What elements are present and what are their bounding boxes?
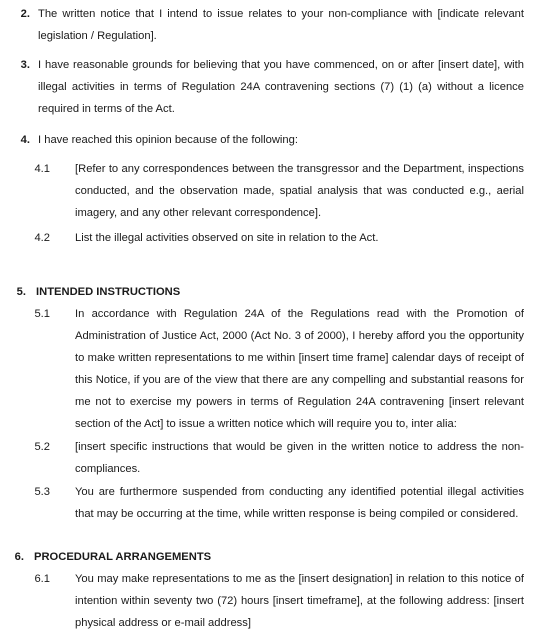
- section-title: PROCEDURAL ARRANGEMENTS: [34, 551, 212, 563]
- clause-text: You are furthermore suspended from conducting any identified potential illegal activities that may be occurring at the time, while written response is being compiled or considered.: [75, 486, 524, 520]
- clause-text: The written notice that I intend to issue relates to your non-compliance with [indicate relevant legislation / Regulation].: [38, 8, 524, 42]
- clause-number: 5.: [16, 286, 26, 298]
- clause-number: 4.1: [34, 163, 50, 175]
- clause-text: You may make representations to me as the [insert designation] in relation to this notice of intention within seventy two (72) hours [insert timeframe], at the following address: [insert physical address or e-mail address]: [75, 573, 524, 629]
- clause-text: [Refer to any correspondences between the transgressor and the Department, inspections conducted, and the observation made, spatial analysis that was conducted e.g., aerial imagery, and any other relevant correspondence].: [75, 163, 524, 219]
- clause-number: 3.: [20, 59, 30, 71]
- clause-number: 5.3: [34, 486, 50, 498]
- section-title: INTENDED INSTRUCTIONS: [36, 286, 181, 298]
- clause-text: In accordance with Regulation 24A of the Regulations read with the Promotion of Administration of Justice Act, 2000 (Act No. 3 of 2000), I hereby afford you the opportunity to make written representations to me within [insert time frame] calendar days of receipt of this Notice, if you are of the view that there are any compelling and substantial reasons for me not to exercise my powers in terms of Regulation 24A contravening [insert relevant section of the Act] to issue a written notice which will require you to, inter alia:: [75, 308, 524, 430]
- clause-number: 4.: [20, 134, 30, 146]
- clause-number: 6.: [14, 551, 24, 563]
- clause-text: I have reasonable grounds for believing that you have commenced, on or after [insert date], with illegal activities in terms of Regulation 24A contravening sections (7) (1) (a) without a licence required in terms of the Act.: [38, 59, 524, 115]
- clause-number: 2.: [20, 8, 30, 20]
- clause-text: [insert specific instructions that would be given in the written notice to address the non-compliances.: [75, 441, 524, 475]
- clause-text: I have reached this opinion because of the following:: [38, 134, 298, 146]
- clause-text: List the illegal activities observed on site in relation to the Act.: [75, 232, 379, 244]
- clause-number: 5.2: [34, 441, 50, 453]
- clause-number: 4.2: [34, 232, 50, 244]
- clause-number: 5.1: [34, 308, 50, 320]
- clause-number: 6.1: [34, 573, 50, 585]
